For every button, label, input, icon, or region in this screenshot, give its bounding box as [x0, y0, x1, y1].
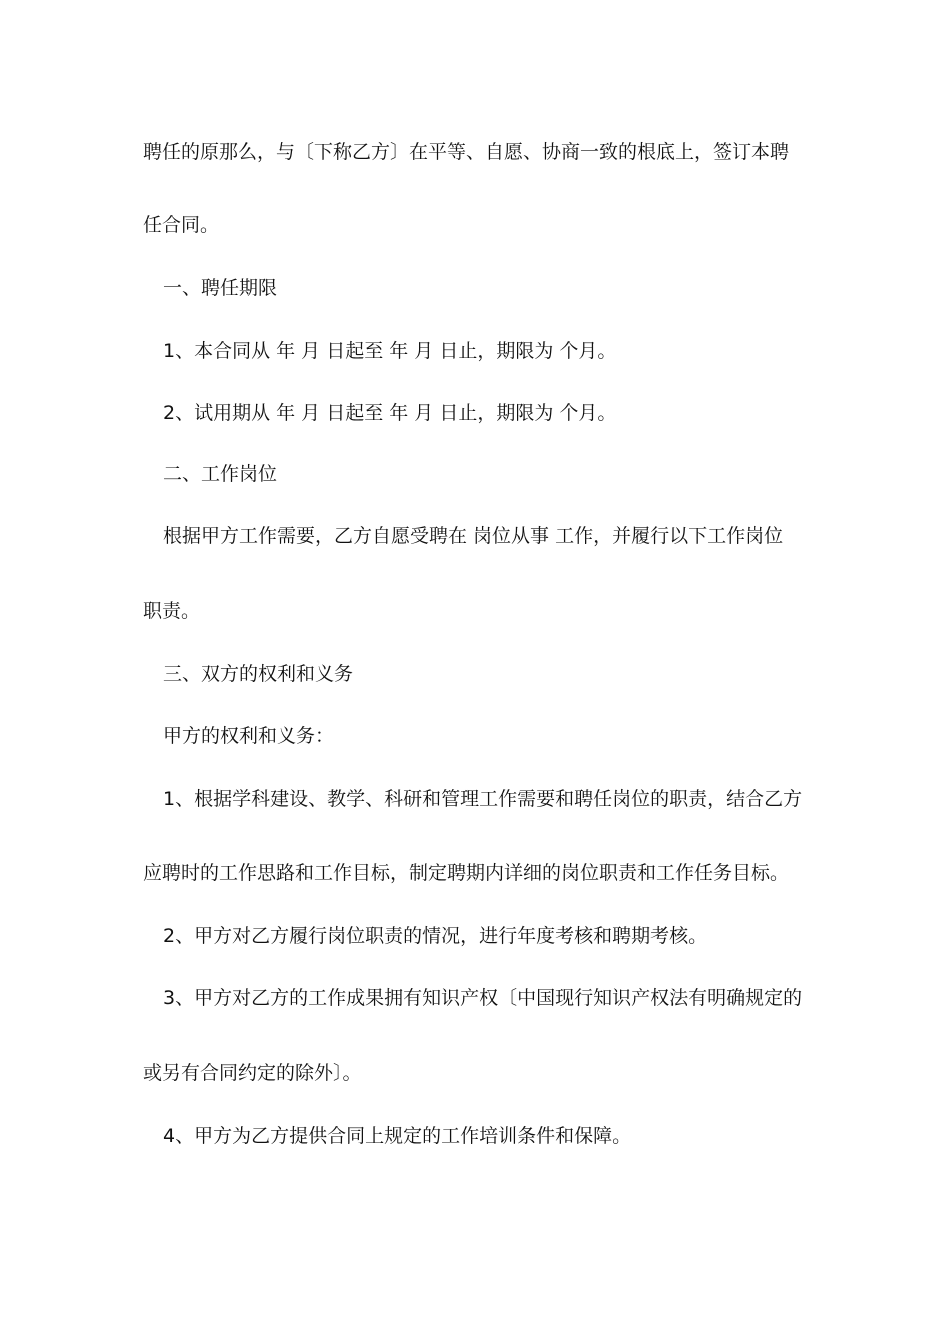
list-item: 2、试用期从 年 月 日起至 年 月 日止，期限为 个月。: [163, 402, 617, 424]
section-heading: 三、双方的权利和义务: [163, 663, 354, 685]
paragraph-line: 根据甲方工作需要，乙方自愿受聘在 岗位从事 工作，并履行以下工作岗位: [163, 525, 784, 547]
list-item: 3、甲方对乙方的工作成果拥有知识产权〔中国现行知识产权法有明确规定的: [163, 987, 803, 1009]
paragraph-line: 任合同。: [143, 214, 220, 236]
paragraph-line: 职责。: [143, 600, 201, 622]
section-heading: 一、聘任期限: [163, 277, 278, 299]
list-item: 1、本合同从 年 月 日起至 年 月 日止，期限为 个月。: [163, 340, 617, 362]
section-heading: 二、工作岗位: [163, 463, 278, 485]
paragraph-line: 或另有合同约定的除外〕。: [143, 1062, 362, 1084]
list-item: 2、甲方对乙方履行岗位职责的情况，进行年度考核和聘期考核。: [163, 925, 708, 947]
list-item: 1、根据学科建设、教学、科研和管理工作需要和聘任岗位的职责，结合乙方: [163, 788, 803, 810]
subheading: 甲方的权利和义务：: [163, 725, 335, 747]
paragraph-line: 应聘时的工作思路和工作目标，制定聘期内详细的岗位职责和工作任务目标。: [143, 862, 790, 884]
list-item: 4、甲方为乙方提供合同上规定的工作培训条件和保障。: [163, 1125, 632, 1147]
paragraph-line: 聘任的原那么，与〔下称乙方〕在平等、自愿、协商一致的根底上，签订本聘: [143, 141, 790, 163]
